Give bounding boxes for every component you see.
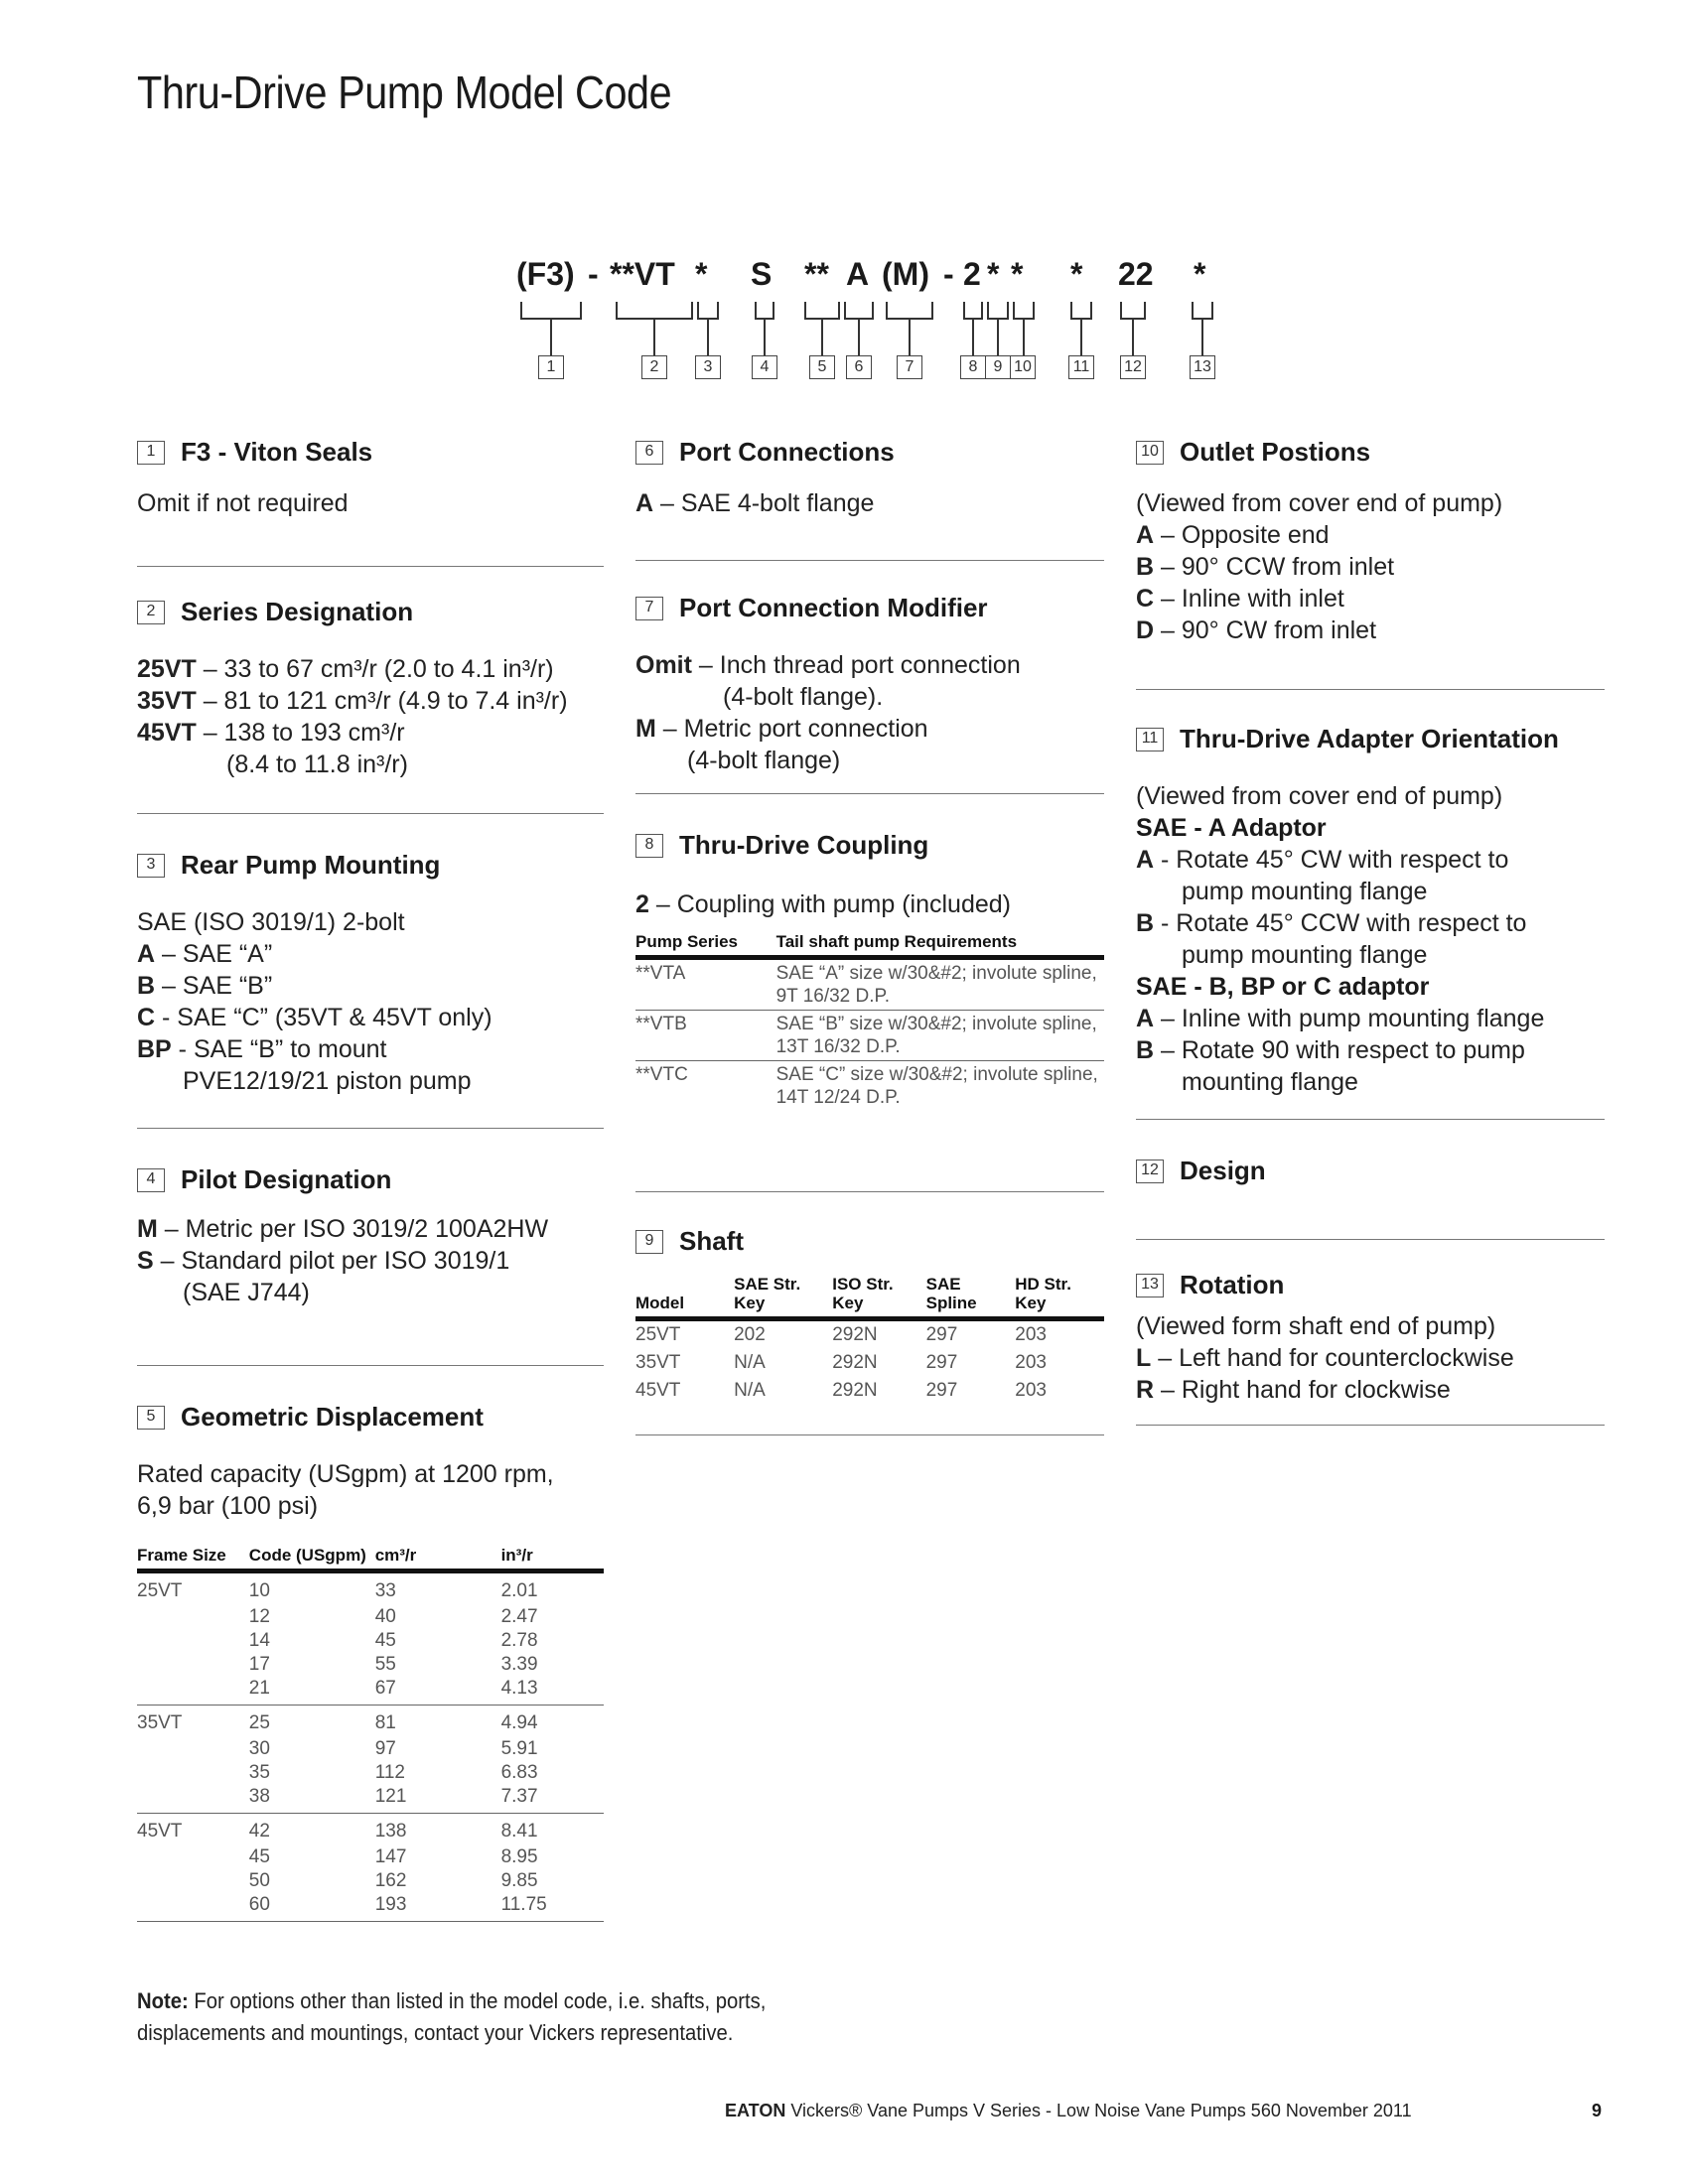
list-item: (4-bolt flange) — [687, 747, 841, 774]
code-num-6: 6 — [846, 355, 872, 379]
list-item: Omit – Inch thread port connection — [635, 651, 1021, 679]
frame-size-cell: 35VT — [137, 1712, 183, 1733]
code-seg-modifier: (M) — [882, 256, 929, 292]
table-cell: 2.01 — [500, 1580, 538, 1601]
table-cell: 17 — [248, 1654, 270, 1675]
table-row: **VTA SAE “A” size w/30&#2; involute spline, 9T 16/32 D.P. — [635, 958, 1104, 1011]
list-item: 25VT – 33 to 67 cm³/r (2.0 to 4.1 in³/r) — [137, 655, 554, 683]
footer-text: Vickers® Vane Pumps V Series - Low Noise Vane Pumps 560 November 2011 — [785, 2101, 1412, 2120]
list-item: R – Right hand for clockwise — [1136, 1376, 1451, 1404]
table-cell: 12 — [248, 1606, 270, 1627]
section-title: Shaft — [679, 1226, 744, 1256]
section-title: Series Designation — [181, 597, 414, 626]
list-item: C – Inline with inlet — [1136, 585, 1344, 613]
section-12 — [1136, 1156, 1605, 1240]
section-number: 13 — [1136, 1274, 1164, 1297]
list-item: 2 – Coupling with pump (included) — [635, 890, 1011, 918]
note — [137, 1985, 813, 2049]
list-item: A – Inline with pump mounting flange — [1136, 1005, 1545, 1032]
col-header: SAE Spline — [926, 1275, 1016, 1319]
section-title: Thru-Drive Adapter Orientation — [1180, 724, 1559, 753]
section-title: Pilot Designation — [181, 1164, 392, 1194]
col-header: cm³/r — [375, 1546, 501, 1571]
table-row: 45VT N/A 292N 297 203 — [635, 1380, 1047, 1401]
section-title: Rotation — [1180, 1270, 1285, 1299]
list-item: 45VT – 138 to 193 cm³/r — [137, 719, 405, 747]
table-row — [137, 1785, 604, 1814]
section-5 — [137, 1402, 604, 1922]
table-cell: 14 — [248, 1630, 270, 1651]
code-seg-rear: * — [695, 256, 708, 292]
table-cell: 9.85 — [500, 1870, 538, 1891]
section-4 — [137, 1164, 604, 1366]
code-seg-design: 22 — [1118, 256, 1154, 292]
section-2 — [137, 597, 604, 814]
code-num-13: 13 — [1190, 355, 1215, 379]
code-seg-orient: * — [1070, 256, 1083, 292]
section-number: 4 — [137, 1168, 165, 1192]
table-cell: 81 — [374, 1712, 396, 1733]
sub-heading: SAE - B, BP or C adaptor — [1136, 973, 1430, 1001]
table-row: **VTB SAE “B” size w/30&#2; involute spline, 13T 16/32 D.P. — [635, 1011, 1104, 1061]
table-cell: 25 — [248, 1712, 270, 1733]
list-item: (Viewed from cover end of pump) — [1136, 489, 1503, 517]
section-text: Rated capacity (USgpm) at 1200 rpm, — [137, 1460, 554, 1488]
list-item: L – Left hand for counterclockwise — [1136, 1344, 1514, 1372]
section-number: 10 — [1136, 441, 1164, 465]
left-column — [137, 437, 604, 1922]
table-cell: 4.13 — [501, 1677, 604, 1706]
col-header: Frame Size — [137, 1546, 249, 1571]
code-num-8: 8 — [960, 355, 986, 379]
section-10 — [1136, 437, 1605, 690]
section-number: 12 — [1136, 1160, 1164, 1183]
frame-size-cell — [137, 1653, 249, 1677]
table-cell: 33 — [374, 1580, 396, 1601]
section-text: (Viewed from cover end of pump) — [1136, 782, 1503, 810]
list-item: mounting flange — [1182, 1068, 1358, 1096]
table-row — [137, 1571, 604, 1606]
code-seg-outlet: * — [1011, 256, 1024, 292]
section-number: 8 — [635, 834, 663, 858]
frame-size-cell — [137, 1845, 249, 1869]
code-seg-dash2: - — [943, 256, 954, 292]
list-item: A – Opposite end — [1136, 521, 1330, 549]
table-row — [137, 1893, 604, 1922]
table-cell: 60 — [249, 1893, 375, 1922]
table-row — [137, 1677, 604, 1706]
table-row — [137, 1629, 604, 1653]
code-num-10: 10 — [1010, 355, 1036, 379]
code-num-7: 7 — [897, 355, 922, 379]
code-num-3: 3 — [695, 355, 721, 379]
table-cell: 45 — [374, 1630, 396, 1651]
section-9 — [635, 1226, 1104, 1435]
col-header: in³/r — [501, 1546, 604, 1571]
col-header: SAE Str. Key — [734, 1275, 832, 1319]
table-cell: 121 — [375, 1785, 501, 1814]
table-row — [137, 1761, 604, 1785]
section-title: Outlet Postions — [1180, 437, 1371, 467]
frame-size-cell — [137, 1677, 249, 1706]
list-item: pump mounting flange — [1182, 941, 1428, 969]
list-item: B - Rotate 45° CCW with respect to — [1136, 909, 1527, 937]
frame-size-cell — [137, 1737, 249, 1761]
page-number: 9 — [1592, 2101, 1603, 2120]
table-row: 35VT N/A 292N 297 203 — [635, 1352, 1047, 1373]
note-label: Note: — [137, 1988, 189, 2013]
table-cell: 2.78 — [500, 1630, 538, 1651]
frame-size-cell: 25VT — [137, 1580, 183, 1601]
coupling-table — [635, 932, 1104, 1111]
list-item: B – SAE “B” — [137, 972, 273, 1000]
list-item: C - SAE “C” (35VT & 45VT only) — [137, 1004, 492, 1031]
sub-heading: SAE - A Adaptor — [1136, 814, 1327, 842]
code-seg-pilot: S — [751, 256, 773, 292]
code-num-5: 5 — [809, 355, 835, 379]
table-cell: 147 — [374, 1846, 407, 1867]
section-title: Port Connection Modifier — [679, 593, 988, 622]
table-cell: 112 — [374, 1762, 405, 1783]
table-cell: 38 — [249, 1785, 375, 1814]
list-item: SAE (ISO 3019/1) 2-bolt — [137, 908, 405, 936]
shaft-table — [635, 1275, 1104, 1405]
col-header: HD Str. Key — [1015, 1275, 1104, 1319]
table-cell: 50 — [248, 1870, 270, 1891]
col-header: ISO Str. Key — [832, 1275, 925, 1319]
section-title: F3 - Viton Seals — [181, 437, 373, 467]
list-item: (Viewed form shaft end of pump) — [1136, 1312, 1496, 1340]
list-item: B – 90° CCW from inlet — [1136, 553, 1395, 581]
col-header: Model — [635, 1275, 734, 1319]
list-item: D – 90° CW from inlet — [1136, 616, 1377, 644]
table-cell: 2.47 — [500, 1606, 538, 1627]
frame-size-cell — [137, 1785, 249, 1814]
section-8 — [635, 830, 1104, 1192]
frame-size-cell — [137, 1869, 249, 1893]
section-text: Omit if not required — [137, 489, 349, 517]
list-item: (8.4 to 11.8 in³/r) — [226, 751, 408, 778]
table-cell: 162 — [374, 1870, 407, 1891]
section-number: 11 — [1136, 728, 1164, 751]
list-item: M – Metric per ISO 3019/2 100A2HW — [137, 1215, 549, 1243]
code-num-2: 2 — [641, 355, 667, 379]
section-3 — [137, 850, 604, 1129]
frame-size-cell — [137, 1761, 249, 1785]
code-num-1: 1 — [538, 355, 564, 379]
col-header: Pump Series — [635, 932, 776, 958]
table-cell: 3.39 — [500, 1654, 538, 1675]
code-seg-shaft: * — [987, 256, 1000, 292]
table-cell: 45 — [248, 1846, 270, 1867]
right-column — [1136, 437, 1605, 1426]
frame-size-cell: 45VT — [137, 1821, 183, 1842]
page-title: Thru-Drive Pump Model Code — [137, 67, 672, 118]
code-seg-f3: (F3) — [516, 256, 575, 292]
code-seg-series: **VT — [610, 256, 675, 292]
section-number: 2 — [137, 601, 165, 624]
table-row — [137, 1605, 604, 1629]
table-cell: 42 — [248, 1821, 270, 1842]
section-1 — [137, 437, 604, 567]
table-cell: 7.37 — [501, 1785, 604, 1814]
note-text: For options other than listed in the model code, i.e. shafts, ports, displacements and mountings, contact your Vickers representative. — [137, 1988, 767, 2045]
list-item: A – SAE 4-bolt flange — [635, 489, 875, 517]
code-seg-rotation: * — [1194, 256, 1206, 292]
list-item: A - Rotate 45° CW with respect to — [1136, 846, 1509, 874]
code-num-12: 12 — [1120, 355, 1146, 379]
table-row — [137, 1845, 604, 1869]
section-13 — [1136, 1270, 1605, 1426]
list-item: B – Rotate 90 with respect to pump — [1136, 1036, 1525, 1064]
section-number: 3 — [137, 854, 165, 878]
table-cell: 4.94 — [500, 1712, 538, 1733]
footer-brand: EATON — [725, 2101, 786, 2120]
section-number: 7 — [635, 597, 663, 620]
footer — [725, 2101, 1412, 2121]
table-cell: 8.41 — [500, 1821, 538, 1842]
section-title: Rear Pump Mounting — [181, 850, 441, 880]
code-num-11: 11 — [1068, 355, 1094, 379]
table-row — [137, 1737, 604, 1761]
list-item: S – Standard pilot per ISO 3019/1 — [137, 1247, 510, 1275]
list-item: A – SAE “A” — [137, 940, 273, 968]
table-cell: 138 — [374, 1821, 407, 1842]
frame-size-cell — [137, 1893, 249, 1922]
table-row: **VTC SAE “C” size w/30&#2; involute spline, 14T 12/24 D.P. — [635, 1064, 1098, 1108]
code-num-4: 4 — [752, 355, 777, 379]
table-cell: 11.75 — [501, 1893, 604, 1922]
code-seg-port: A — [846, 256, 870, 292]
displacement-table — [137, 1546, 604, 1922]
table-cell: 55 — [374, 1654, 396, 1675]
code-seg-dash: - — [588, 256, 599, 292]
section-text: 6,9 bar (100 psi) — [137, 1492, 319, 1520]
section-title: Port Connections — [679, 437, 895, 467]
list-item: M – Metric port connection — [635, 715, 928, 743]
table-row — [137, 1814, 604, 1846]
code-seg-disp: ** — [804, 256, 829, 292]
list-item: (SAE J744) — [183, 1279, 310, 1306]
section-title: Thru-Drive Coupling — [679, 830, 929, 860]
section-11 — [1136, 724, 1605, 1120]
list-item: PVE12/19/21 piston pump — [183, 1067, 472, 1095]
section-number: 6 — [635, 441, 663, 465]
frame-size-cell — [137, 1629, 249, 1653]
section-title: Geometric Displacement — [181, 1402, 484, 1432]
table-cell: 21 — [249, 1677, 375, 1706]
section-number: 9 — [635, 1230, 663, 1254]
section-number: 5 — [137, 1406, 165, 1430]
frame-size-cell — [137, 1605, 249, 1629]
table-cell: 193 — [375, 1893, 501, 1922]
section-7 — [635, 593, 1104, 794]
table-row — [137, 1653, 604, 1677]
table-cell: 67 — [375, 1677, 501, 1706]
table-cell: 30 — [248, 1738, 270, 1759]
section-title: Design — [1180, 1156, 1266, 1185]
list-item: pump mounting flange — [1182, 878, 1428, 905]
section-number: 1 — [137, 441, 165, 465]
table-cell: 8.95 — [500, 1846, 538, 1867]
table-cell: 10 — [248, 1580, 270, 1601]
col-header: Tail shaft pump Requirements — [776, 932, 1104, 958]
list-item: 35VT – 81 to 121 cm³/r (4.9 to 7.4 in³/r) — [137, 687, 568, 715]
list-item: BP - SAE “B” to mount — [137, 1035, 387, 1063]
table-row: 25VT 202 292N 297 203 — [635, 1324, 1047, 1345]
model-code-diagram — [516, 256, 1231, 385]
table-cell: 40 — [374, 1606, 396, 1627]
list-item: (4-bolt flange). — [723, 683, 884, 711]
table-cell: 97 — [374, 1738, 396, 1759]
table-row — [137, 1706, 604, 1738]
table-cell: 5.91 — [500, 1738, 538, 1759]
table-cell: 35 — [248, 1762, 270, 1783]
table-cell: 6.83 — [500, 1762, 538, 1783]
middle-column — [635, 437, 1104, 1435]
col-header: Code (USgpm) — [249, 1546, 375, 1571]
section-6 — [635, 437, 1104, 561]
table-row — [137, 1869, 604, 1893]
code-num-9: 9 — [985, 355, 1011, 379]
code-seg-coupling: 2 — [963, 256, 981, 292]
